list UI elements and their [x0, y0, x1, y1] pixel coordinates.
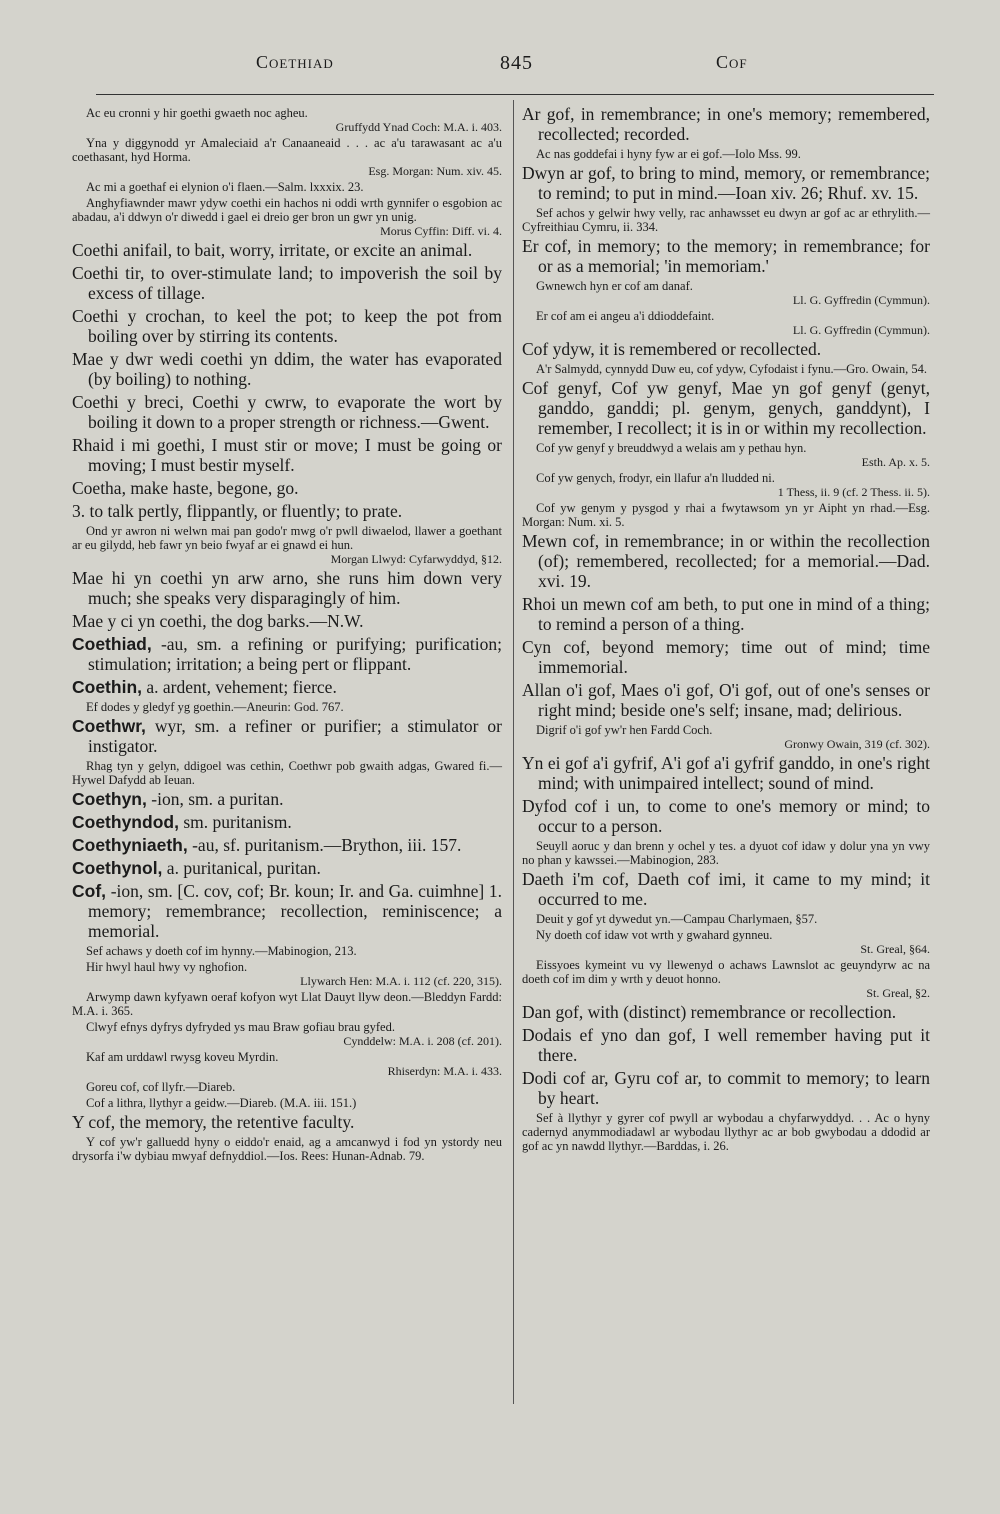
quote-text: Er cof am ei angeu a'i ddioddefaint. [536, 309, 715, 323]
dictionary-entry [72, 858, 502, 878]
dictionary-entry [522, 163, 930, 203]
running-header [60, 52, 940, 82]
dictionary-entry [72, 306, 502, 346]
entry-text: Y cof, the memory, the retentive faculty. [72, 1112, 355, 1132]
quote-text: Ef dodes y gledyf yg goethin.—Aneurin: God. 767. [86, 700, 344, 714]
dictionary-entry [72, 435, 502, 475]
citation-quote [72, 944, 502, 958]
citation-quote [72, 524, 502, 566]
dictionary-entry [72, 634, 502, 674]
quote-source: St. Greal, §64. [860, 942, 930, 956]
quote-text: A'r Salmydd, cynnydd Duw eu, cof ydyw, Cyfodaist i fynu.—Gro. Owain, 54. [536, 362, 927, 376]
quote-source: Ll. G. Gyffredin (Cymmun). [792, 323, 930, 337]
citation-quote [72, 960, 502, 988]
entry-text: Rhaid i mi goethi, I must stir or move; I must be going or moving; I must bestir myself. [72, 435, 502, 475]
quote-text: Sef achaws y doeth cof im hynny.—Mabinogion, 213. [86, 944, 357, 958]
dictionary-entry [72, 881, 502, 941]
dictionary-entry [522, 1002, 930, 1022]
dictionary-entry [72, 501, 502, 521]
entry-text: Daeth i'm cof, Daeth cof imi, it came to my mind; it occurred to me. [522, 869, 930, 909]
dictionary-entry [72, 812, 502, 832]
quote-text: Seuyll aoruc y dan brenn y ochel y tes. a dyuot cof idaw y dolur yna yn vwy no phan y kawssei.—Mabinogion, 283. [522, 839, 930, 867]
citation-quote [72, 1096, 502, 1110]
quote-source: St. Greal, §2. [866, 986, 930, 1000]
dictionary-entry [522, 753, 930, 793]
citation-quote [522, 839, 930, 867]
quote-text: Sef achos y gelwir hwy velly, rac anhawsset eu dwyn ar gof ac ar ethrylith.—Cyfreithiau Cymru, ii. 334. [522, 206, 930, 234]
entry-text: Dwyn ar gof, to bring to mind, memory, or remembrance; to remind; to put in mind.—Ioan xiv. 26; Rhuf. xv. 15. [522, 163, 930, 203]
dictionary-entry [72, 478, 502, 498]
dictionary-entry [72, 568, 502, 608]
citation-quote [72, 1020, 502, 1048]
dictionary-entry [72, 677, 502, 697]
quote-text: Digrif o'i gof yw'r hen Fardd Coch. [536, 723, 713, 737]
quote-source: Ll. G. Gyffredin (Cymmun). [792, 293, 930, 307]
dictionary-entry [522, 594, 930, 634]
citation-quote [72, 1080, 502, 1094]
entry-text: Dodais ef yno dan gof, I well remember having put it there. [522, 1025, 930, 1065]
entry-text: Dodi cof ar, Gyru cof ar, to commit to memory; to learn by heart. [522, 1068, 930, 1108]
entry-text: Coethi y crochan, to keel the pot; to keep the pot from boiling over by stirring its contents. [72, 306, 502, 346]
citation-quote [72, 759, 502, 787]
headword: Cof, [72, 881, 107, 901]
quote-source: 1 Thess, ii. 9 (cf. 2 Thess. ii. 5). [777, 485, 930, 499]
entry-text: Coethi y breci, Coethi y cwrw, to evaporate the wort by boiling it down to a proper strength or richness.—Gwent. [72, 392, 502, 432]
entry-text: -au, sm. a refining or purifying; purification; stimulation; irritation; a being pert or flippant. [88, 634, 502, 674]
entry-text: a. ardent, vehement; fierce. [142, 677, 337, 697]
entry-text: Dyfod cof i un, to come to one's memory or mind; to occur to a person. [522, 796, 930, 836]
citation-quote [72, 700, 502, 714]
dictionary-entry [72, 1112, 502, 1132]
entry-text: Coethi tir, to over-stimulate land; to impoverish the soil by excess of tillage. [72, 263, 502, 303]
dictionary-entry [72, 392, 502, 432]
quote-text: Rhag tyn y gelyn, ddigoel was cethin, Coethwr pob gwaith adgas, Gwared fi.—Hywel Dafydd ab Ieuan. [72, 759, 502, 787]
entry-text: a. puritanical, puritan. [162, 858, 321, 878]
quote-text: Y cof yw'r galluedd hyny o eiddo'r enaid, ag a amcanwyd i fod yn ystordy neu drysorfa i'w dybiau mwyaf defnyddiol.—Ios. Rees: Hunan-Adnab. 79. [72, 1135, 502, 1163]
dictionary-entry [72, 263, 502, 303]
citation-quote [72, 180, 502, 194]
quote-source: Llywarch Hen: M.A. i. 112 (cf. 220, 315). [300, 974, 502, 988]
headword: Coethyniaeth, [72, 835, 188, 855]
quote-text: Ac eu cronni y hir goethi gwaeth noc agheu. [86, 106, 308, 120]
quote-text: Ond yr awron ni welwn mai pan godo'r mwg o'r pwll diwaelod, llawer a goethant ar eu gilydd, heb fawr yn beio fwyaf ar ei gnawd ei hun. [72, 524, 502, 552]
column-divider [513, 100, 514, 1404]
quote-source: Esg. Morgan: Num. xiv. 45. [368, 164, 502, 178]
citation-quote [522, 958, 930, 1000]
quote-source: Gruffydd Ynad Coch: M.A. i. 403. [335, 120, 502, 134]
citation-quote [522, 279, 930, 307]
quote-text: Anghyfiawnder mawr ydyw coethi ein hachos ni oddi wrth gynnifer o esgobion ac abadau, a'i ddwyn o'r diwedd i gael ei dreio ger bron un gwr yn unig. [72, 196, 502, 224]
entry-text: wyr, sm. a refiner or purifier; a stimulator or instigator. [88, 716, 502, 756]
dictionary-entry [522, 236, 930, 276]
citation-quote [522, 206, 930, 234]
citation-quote [522, 147, 930, 161]
dictionary-entry [72, 835, 502, 855]
entry-text: Rhoi un mewn cof am beth, to put one in mind of a thing; to remind a person of a thing. [522, 594, 930, 634]
dictionary-entry [522, 796, 930, 836]
entry-text: Yn ei gof a'i gyfrif, A'i gof a'i gyfrif ganddo, in one's right mind; with unimpaired intellect; sound of mind. [522, 753, 930, 793]
quote-text: Cof a lithra, llythyr a geidw.—Diareb. (M.A. iii. 151.) [86, 1096, 357, 1110]
dictionary-entry [72, 789, 502, 809]
citation-quote [522, 501, 930, 529]
citation-quote [72, 1135, 502, 1163]
dictionary-entry [72, 716, 502, 756]
entry-text: Mae y dwr wedi coethi yn ddim, the water has evaporated (by boiling) to nothing. [72, 349, 502, 389]
entry-text: Cof genyf, Cof yw genyf, Mae yn gof genyf (genyt, ganddo, ganddi; pl. genym, genych, ganddynt), I remember, I recollect; it is in or within my recollection. [522, 378, 930, 438]
dictionary-entry [72, 349, 502, 389]
entry-text: Coetha, make haste, begone, go. [72, 478, 299, 498]
entry-text: 3. to talk pertly, flippantly, or fluently; to prate. [72, 501, 403, 521]
quote-text: Kaf am urddawl rwysg koveu Myrdin. [86, 1050, 279, 1064]
quote-text: Goreu cof, cof llyfr.—Diareb. [86, 1080, 236, 1094]
quote-text: Cof yw genym y pysgod y rhai a fwytawsom yn yr Aipht yn rhad.—Esg. Morgan: Num. xi. 5. [522, 501, 930, 529]
left-column [72, 104, 502, 1165]
quote-text: Ac mi a goethaf ei elynion o'i flaen.—Salm. lxxxix. 23. [86, 180, 364, 194]
headword: Coethwr, [72, 716, 146, 736]
dictionary-entry [522, 339, 930, 359]
header-right-guideword: Cof [716, 52, 748, 72]
entry-text: sm. puritanism. [178, 812, 292, 832]
citation-quote [522, 1111, 930, 1153]
entry-text: -ion, sm. [C. cov, cof; Br. koun; Ir. and Ga. cuimhne] 1. memory; remembrance; recollection, reminiscence; a memorial. [88, 881, 502, 941]
entry-text: Mae y ci yn coethi, the dog barks.—N.W. [72, 611, 364, 631]
citation-quote [522, 309, 930, 337]
quote-text: Ac nas goddefai i hyny fyw ar ei gof.—Iolo Mss. 99. [536, 147, 801, 161]
header-left-guideword: Coethiad [256, 52, 334, 72]
quote-source: Gronwy Owain, 319 (cf. 302). [784, 737, 930, 751]
entry-text: Coethi anifail, to bait, worry, irritate, or excite an animal. [72, 240, 473, 260]
quote-text: Ny doeth cof idaw vot wrth y gwahard gynneu. [536, 928, 773, 942]
quote-text: Arwymp dawn kyfyawn oeraf kofyon wyt Llat Dauyt llyw deon.—Bleddyn Fardd: M.A. i. 365. [72, 990, 502, 1018]
citation-quote [522, 723, 930, 751]
quote-text: Yna y diggynodd yr Amaleciaid a'r Canaaneaid . . . ac a'u tarawasant ac a'u coethasant, hyd Horma. [72, 136, 502, 164]
entry-text: -ion, sm. a puritan. [146, 789, 284, 809]
dictionary-entry [522, 869, 930, 909]
dictionary-entry [72, 240, 502, 260]
citation-quote [72, 196, 502, 238]
quote-text: Sef à llythyr y gyrer cof pwyll ar wybodau a chyfarwyddyd. . . Ac o hyny cadernyd anymmodiadawl ar wybodau llythyr ac ar bob gwybodau a ddodid ar gof ac yn nawdd llythyr.—Barddas, i. 26. [522, 1111, 930, 1153]
quote-source: Morus Cyffin: Diff. vi. 4. [380, 224, 502, 238]
headword: Coethiad, [72, 634, 152, 654]
quote-text: Hir hwyl haul hwy vy nghofion. [86, 960, 248, 974]
citation-quote [72, 106, 502, 134]
quote-source: Rhiserdyn: M.A. i. 433. [387, 1064, 502, 1078]
dictionary-entry [522, 104, 930, 144]
entry-text: Ar gof, in remembrance; in one's memory; remembered, recollected; recorded. [522, 104, 930, 144]
entry-text: Mae hi yn coethi yn arw arno, she runs him down very much; she speaks very disparagingly of him. [72, 568, 502, 608]
right-column [522, 104, 930, 1155]
citation-quote [72, 1050, 502, 1078]
citation-quote [72, 136, 502, 178]
entry-text: Allan o'i gof, Maes o'i gof, O'i gof, out of one's senses or right mind; beside one's self; insane, mad; delirious. [522, 680, 930, 720]
entry-text: Mewn cof, in remembrance; in or within the recollection (of); remembered, recollected; for a memorial.—Dad. xvi. 19. [522, 531, 930, 591]
citation-quote [522, 471, 930, 499]
dictionary-entry [522, 680, 930, 720]
quote-text: Cof yw genych, frodyr, ein llafur a'n lludded ni. [536, 471, 775, 485]
quote-text: Cof yw genyf y breuddwyd a welais am y pethau hyn. [536, 441, 807, 455]
dictionary-entry [522, 1025, 930, 1065]
entry-text: Er cof, in memory; to the memory; in remembrance; for or as a memorial; 'in memoriam.' [522, 236, 930, 276]
entry-text: -au, sf. puritanism.—Brython, iii. 157. [187, 835, 462, 855]
quote-text: Eissyoes kymeint vu vy llewenyd o achaws Lawnslot ac geuyndyrw ac na doeth cof im dim y wrth y deuot honno. [522, 958, 930, 986]
dictionary-entry [72, 611, 502, 631]
headword: Coethyndod, [72, 812, 179, 832]
quote-source: Cynddelw: M.A. i. 208 (cf. 201). [343, 1034, 502, 1048]
dictionary-entry [522, 531, 930, 591]
entry-text: Dan gof, with (distinct) remembrance or recollection. [522, 1002, 897, 1022]
citation-quote [72, 990, 502, 1018]
citation-quote [522, 441, 930, 469]
quote-source: Morgan Llwyd: Cyfarwyddyd, §12. [330, 552, 502, 566]
quote-source: Esth. Ap. x. 5. [861, 455, 930, 469]
citation-quote [522, 362, 930, 376]
header-rule [96, 94, 934, 95]
entry-text: Cyn cof, beyond memory; time out of mind; time immemorial. [522, 637, 930, 677]
entry-text: Cof ydyw, it is remembered or recollected. [522, 339, 822, 359]
headword: Coethin, [72, 677, 142, 697]
headword: Coethyn, [72, 789, 147, 809]
quote-text: Deuit y gof yt dywedut yn.—Campau Charlymaen, §57. [536, 912, 818, 926]
page-number: 845 [500, 52, 533, 74]
dictionary-entry [522, 637, 930, 677]
quote-text: Clwyf efnys dyfrys dyfryded ys mau Braw gofiau brau gyfed. [86, 1020, 395, 1034]
headword: Coethynol, [72, 858, 163, 878]
dictionary-entry [522, 378, 930, 438]
dictionary-entry [522, 1068, 930, 1108]
citation-quote [522, 928, 930, 956]
quote-text: Gwnewch hyn er cof am danaf. [536, 279, 693, 293]
citation-quote [522, 912, 930, 926]
